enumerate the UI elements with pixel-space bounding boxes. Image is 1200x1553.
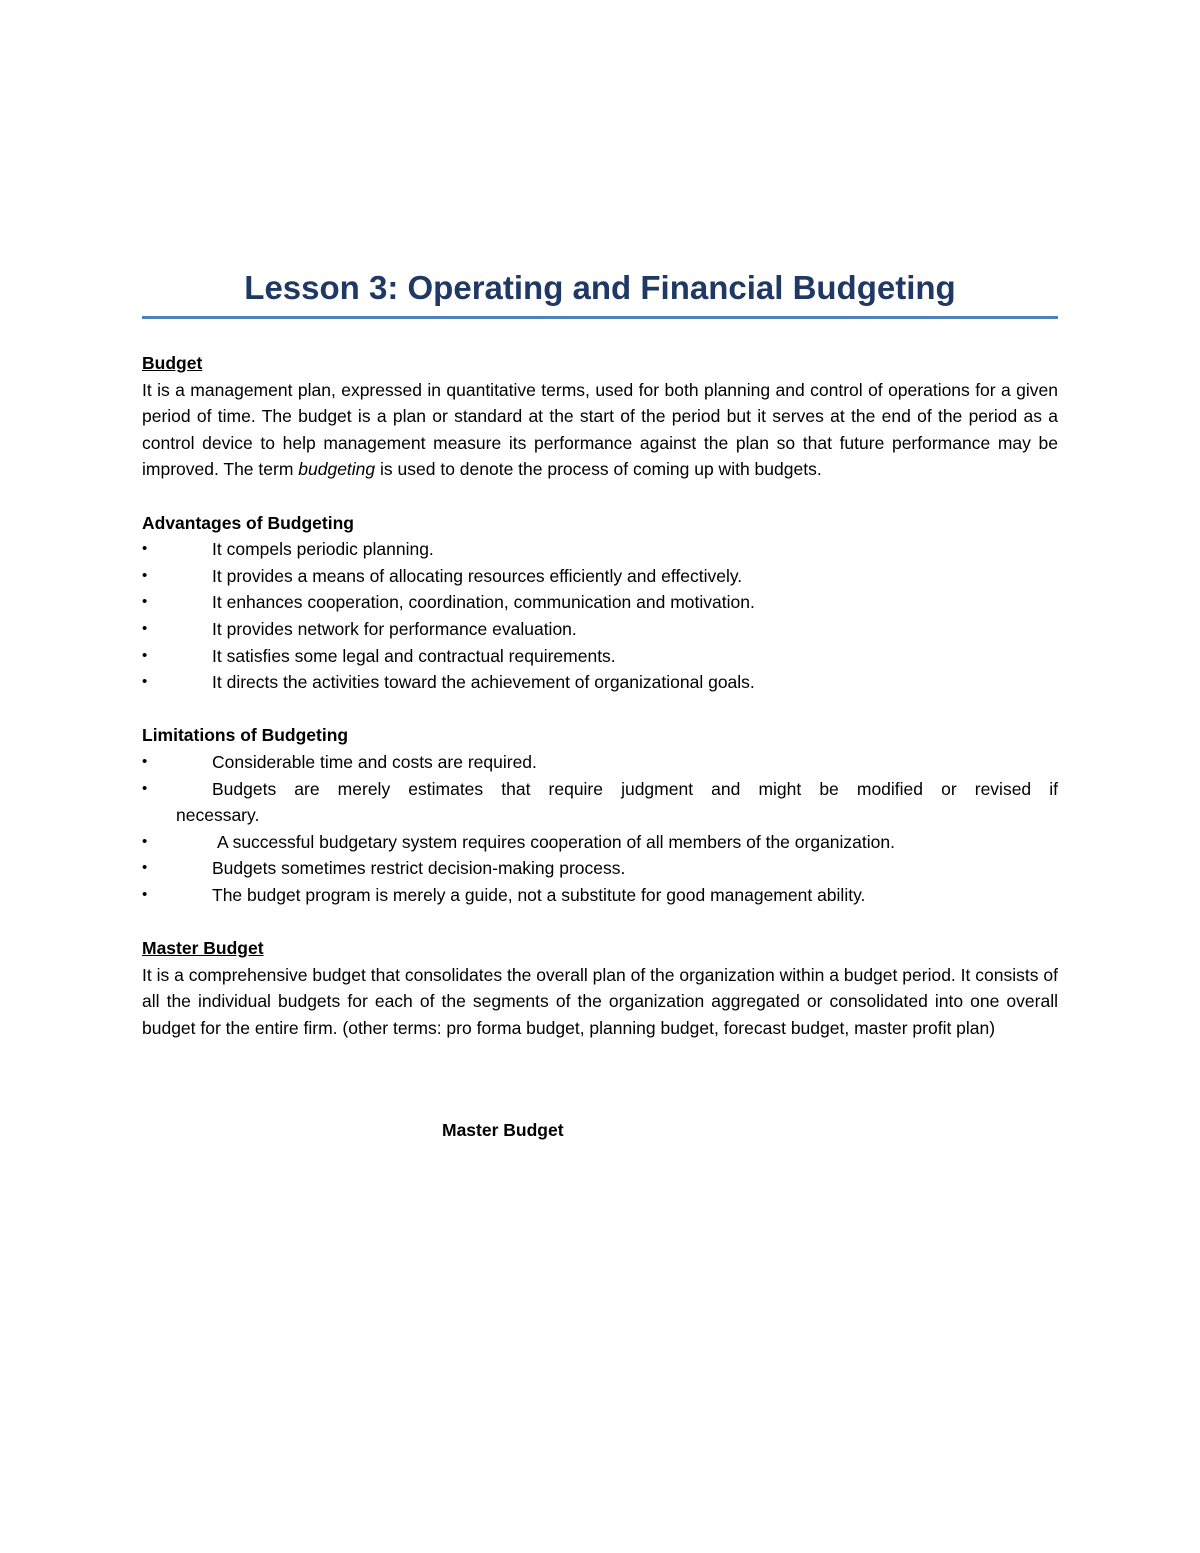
list-item: [142, 563, 1058, 590]
title-underline-rule: [142, 316, 1058, 319]
limitations-list: [142, 749, 1058, 909]
master-budget-paragraph: It is a comprehensive budget that consolidates the overall plan of the organization within a budget period. It consists of all the individual budgets for each of the segments of the organization aggregated or consolidated into one overall budget for the entire firm. (other terms: pro forma budget, planning budget, forecast budget, master profit plan): [142, 964, 1058, 1038]
list-item: [142, 829, 1058, 856]
budget-text-start: It is a management plan, expressed in quantitative terms, used for both planning and control of operations for a given period of time. The budget is a plan or standard at the start of the period but it serves at the end of the period as a control device to help management measure its performance against the plan so that future performance may be improved. The term: [142, 379, 1058, 480]
bullet-icon: •: [142, 779, 148, 797]
spacer: [142, 483, 1058, 510]
bullet-icon: •: [142, 619, 148, 637]
list-item-text: It directs the activities toward the achievement of organizational goals.: [212, 672, 755, 693]
list-item: [142, 776, 1058, 803]
list-item-text: The budget program is merely a guide, not a substitute for good management ability.: [212, 884, 866, 905]
budget-emphasis-term: budgeting: [298, 459, 376, 480]
bullet-icon: •: [142, 752, 148, 770]
budget-paragraph: [142, 377, 1058, 483]
master-budget-caption: Master Budget: [442, 1120, 564, 1140]
spacer: [142, 908, 1058, 935]
list-item: [142, 616, 1058, 643]
list-item: [142, 643, 1058, 670]
list-item: [142, 669, 1058, 696]
bullet-icon: •: [142, 540, 148, 558]
list-item-text: It compels periodic planning.: [212, 539, 434, 560]
list-item-text: It satisfies some legal and contractual requirements.: [212, 645, 616, 666]
section-heading-budget: Budget: [142, 353, 203, 373]
list-item-text: Budgets are merely estimates that require judgment and might be modified or revised if: [212, 778, 1058, 799]
list-item-continuation: [142, 802, 1058, 829]
section-heading-advantages: Advantages of Budgeting: [142, 512, 354, 533]
document-body: [142, 350, 1058, 1140]
page-title: Lesson 3: Operating and Financial Budgeting: [244, 269, 956, 306]
budget-text-end: is used to denote the process of coming up with budgets.: [375, 459, 822, 480]
spacer: [142, 696, 1058, 723]
bullet-icon: •: [142, 832, 148, 850]
section-heading-limitations: Limitations of Budgeting: [142, 725, 349, 746]
list-item: [142, 536, 1058, 563]
list-item: [142, 882, 1058, 909]
list-item-text: Budgets sometimes restrict decision-making process.: [212, 858, 626, 879]
bullet-icon: •: [142, 593, 148, 611]
bullet-icon: •: [142, 859, 148, 877]
list-item-text: Considerable time and costs are required.: [212, 751, 537, 772]
list-item: [142, 589, 1058, 616]
list-item-text: It provides network for performance evaluation.: [212, 618, 577, 639]
list-item-text: A successful budgetary system requires cooperation of all members of the organization.: [217, 831, 895, 852]
list-item-text: It provides a means of allocating resources efficiently and effectively.: [212, 565, 743, 586]
section-heading-master-budget: Master Budget: [142, 938, 264, 959]
advantages-list: [142, 536, 1058, 696]
list-item-text: It enhances cooperation, coordination, communication and motivation.: [212, 592, 755, 613]
bullet-icon: •: [142, 566, 148, 584]
bullet-icon: •: [142, 885, 148, 903]
bullet-icon: •: [142, 673, 148, 691]
list-item: [142, 749, 1058, 776]
list-item-text: necessary.: [176, 805, 260, 826]
list-item: [142, 855, 1058, 882]
bullet-icon: •: [142, 646, 148, 664]
